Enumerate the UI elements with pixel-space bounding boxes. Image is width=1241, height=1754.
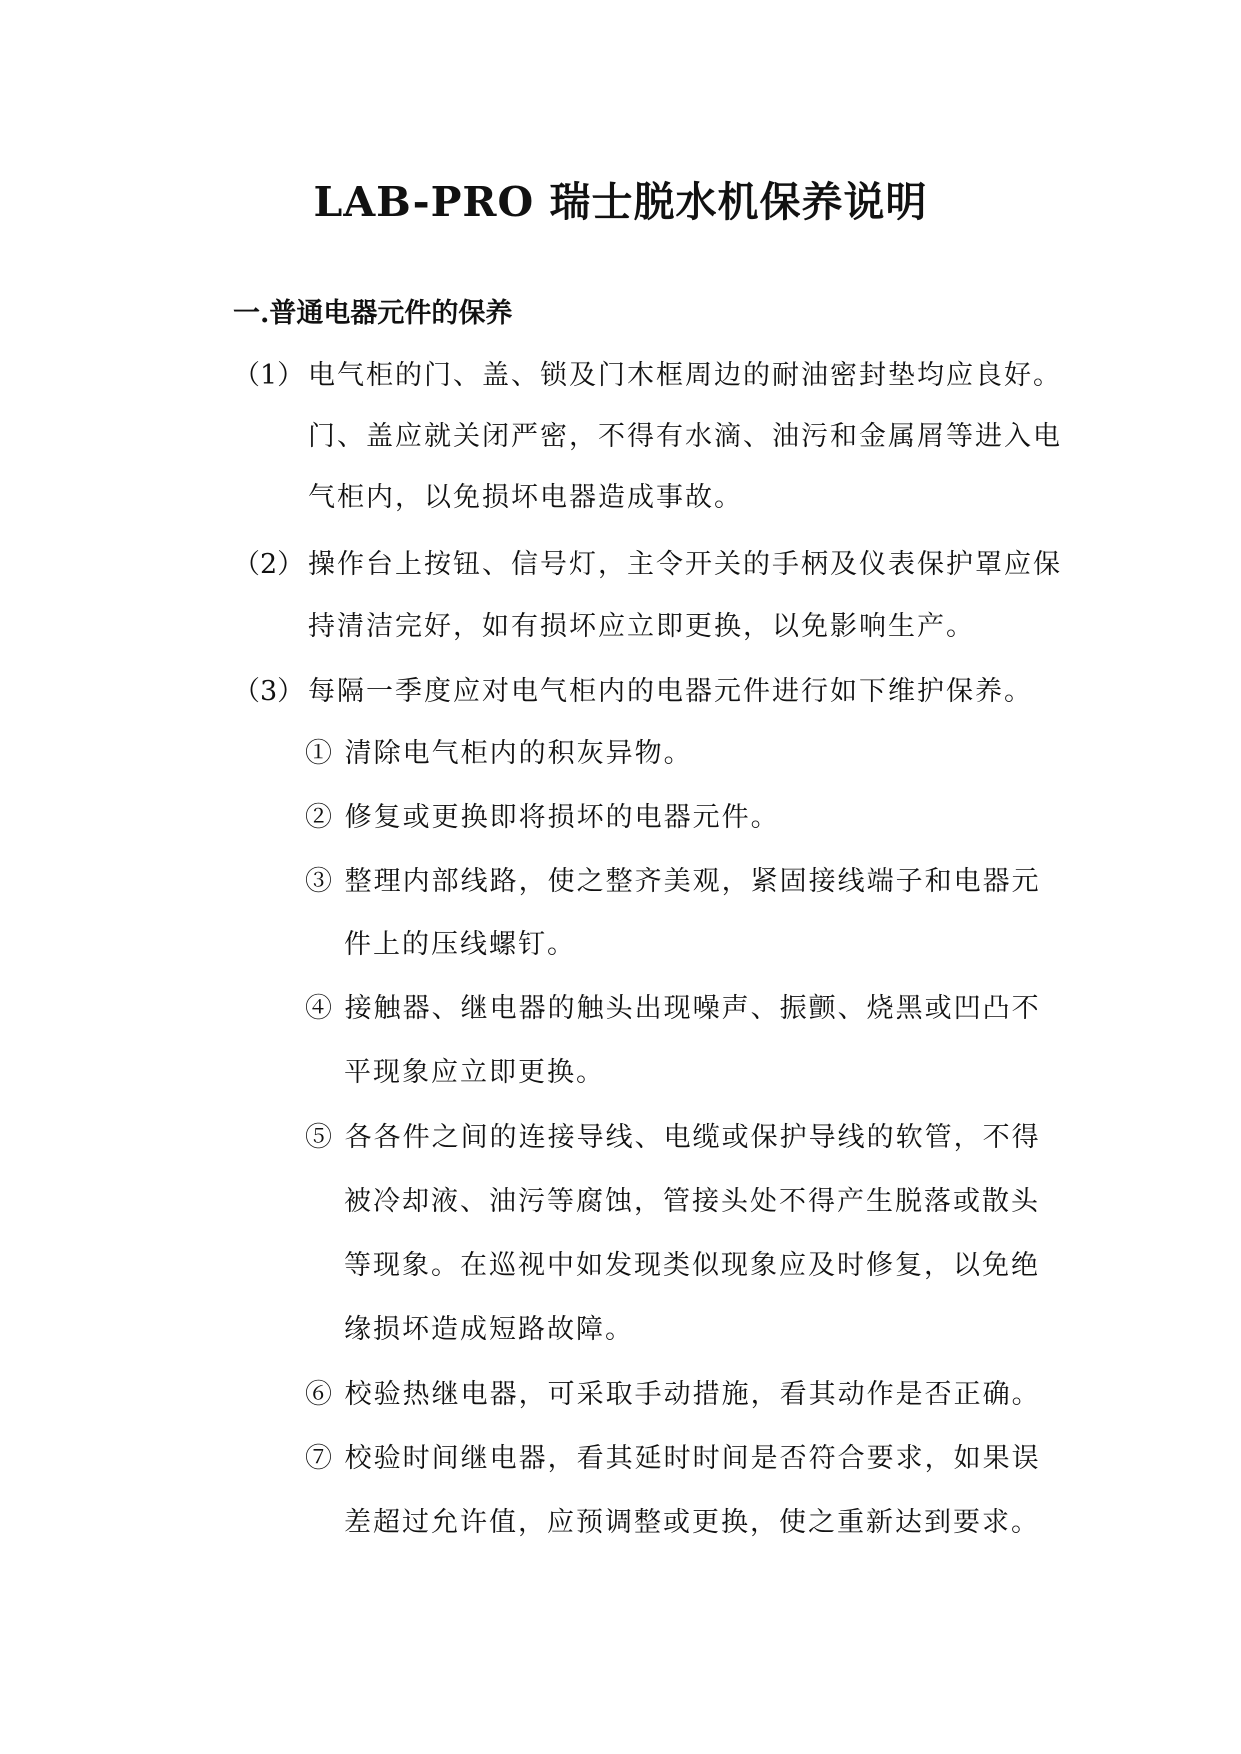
item-text-line: 电气柜的门、盖、锁及门木框周边的耐油密封垫均应良好。 (308, 360, 1062, 391)
item-number: （1） (233, 360, 305, 391)
subitem-line: ⑤ 各各件之间的连接导线、电缆或保护导线的软管，不得 (305, 1122, 1041, 1153)
subitem-line: 差超过允许值，应预调整或更换，使之重新达到要求。 (344, 1507, 1040, 1538)
section-heading: 一.普通电器元件的保养 (233, 298, 513, 329)
subitem-line: 被冷却液、油污等腐蚀，管接头处不得产生脱落或散头 (344, 1186, 1040, 1217)
subitem-line: ① 清除电气柜内的积灰异物。 (305, 738, 693, 769)
document-title: LAB-PRO 瑞士脱水机保养说明 (313, 178, 928, 226)
subitem-line: 平现象应立即更换。 (344, 1057, 605, 1088)
item-text-line: 气柜内，以免损坏电器造成事故。 (308, 482, 743, 513)
subitem-line: ⑥ 校验热继电器，可采取手动措施，看其动作是否正确。 (305, 1379, 1041, 1410)
item-text-line: 每隔一季度应对电气柜内的电器元件进行如下维护保养。 (308, 676, 1033, 707)
subitem-line: ④ 接触器、继电器的触头出现噪声、振颤、烧黑或凹凸不 (305, 993, 1041, 1024)
subitem-line: ② 修复或更换即将损坏的电器元件。 (305, 802, 780, 833)
item-number: （2） (233, 549, 305, 580)
subitem-line: 等现象。在巡视中如发现类似现象应及时修复，以免绝 (344, 1250, 1040, 1281)
subitem-line: 件上的压线螺钉。 (344, 929, 576, 960)
item-text-line: 持清洁完好，如有损坏应立即更换，以免影响生产。 (308, 611, 975, 642)
item-text-line: 操作台上按钮、信号灯，主令开关的手柄及仪表保护罩应保 (308, 549, 1062, 580)
item-number: （3） (233, 676, 305, 707)
subitem-line: ③ 整理内部线路，使之整齐美观，紧固接线端子和电器元 (305, 866, 1041, 897)
item-text-line: 门、盖应就关闭严密，不得有水滴、油污和金属屑等进入电 (308, 421, 1062, 452)
subitem-line: 缘损坏造成短路故障。 (344, 1314, 634, 1345)
subitem-line: ⑦ 校验时间继电器，看其延时时间是否符合要求，如果误 (305, 1443, 1041, 1474)
